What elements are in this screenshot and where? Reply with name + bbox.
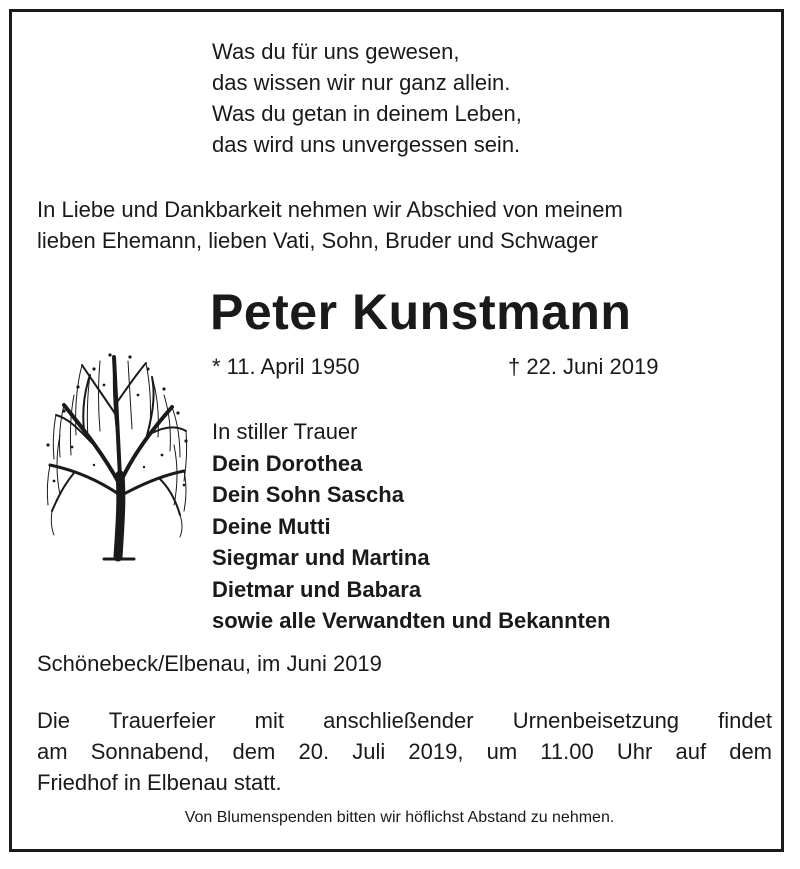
mourner-name: Deine Mutti <box>212 513 331 539</box>
mourner-name: Dietmar und Babara <box>212 576 422 602</box>
mourner-name: Dein Dorothea <box>212 450 363 476</box>
place-date: Schönebeck/Elbenau, im Juni 2019 <box>37 651 382 676</box>
poem-line: Was du getan in deinem Leben, <box>212 101 522 126</box>
poem-line: das wissen wir nur ganz allein. <box>212 70 511 95</box>
mourner-name: Dein Sohn Sascha <box>212 482 404 507</box>
mourners-heading: In stiller Trauer <box>212 419 358 444</box>
intro-line: In Liebe und Dankbarkeit nehmen wir Abschied von meinem <box>37 197 623 222</box>
birth-date: * 11. April 1950 <box>212 354 360 379</box>
memorial-poem <box>212 36 522 160</box>
intro-line: lieben Ehemann, lieben Vati, Sohn, Bruder und Schwager <box>37 228 598 253</box>
flowers-note: Von Blumenspenden bitten wir höflichst Abstand zu nehmen. <box>184 809 615 826</box>
mourner-name: Siegmar und Martina <box>212 545 430 570</box>
ceremony-info <box>37 705 772 798</box>
ceremony-line: Die Trauerfeier mit anschließender Urnenbeisetzung findet <box>37 708 772 733</box>
ceremony-line: am Sonnabend, dem 20. Juli 2019, um 11.00 Uhr auf dem <box>37 739 772 764</box>
mourners-list <box>212 416 611 637</box>
poem-line: das wird uns unvergessen sein. <box>212 132 521 157</box>
tree-icon <box>34 335 192 565</box>
obituary-notice <box>9 9 784 852</box>
ceremony-line: Friedhof in Elbenau statt. <box>37 770 282 795</box>
poem-line: Was du für uns gewesen, <box>212 39 460 64</box>
farewell-intro <box>37 194 772 256</box>
deceased-name: Peter Kunstmann <box>210 284 632 340</box>
mourner-name: sowie alle Verwandten und Bekannten <box>212 608 611 633</box>
death-date: † 22. Juni 2019 <box>508 354 659 379</box>
